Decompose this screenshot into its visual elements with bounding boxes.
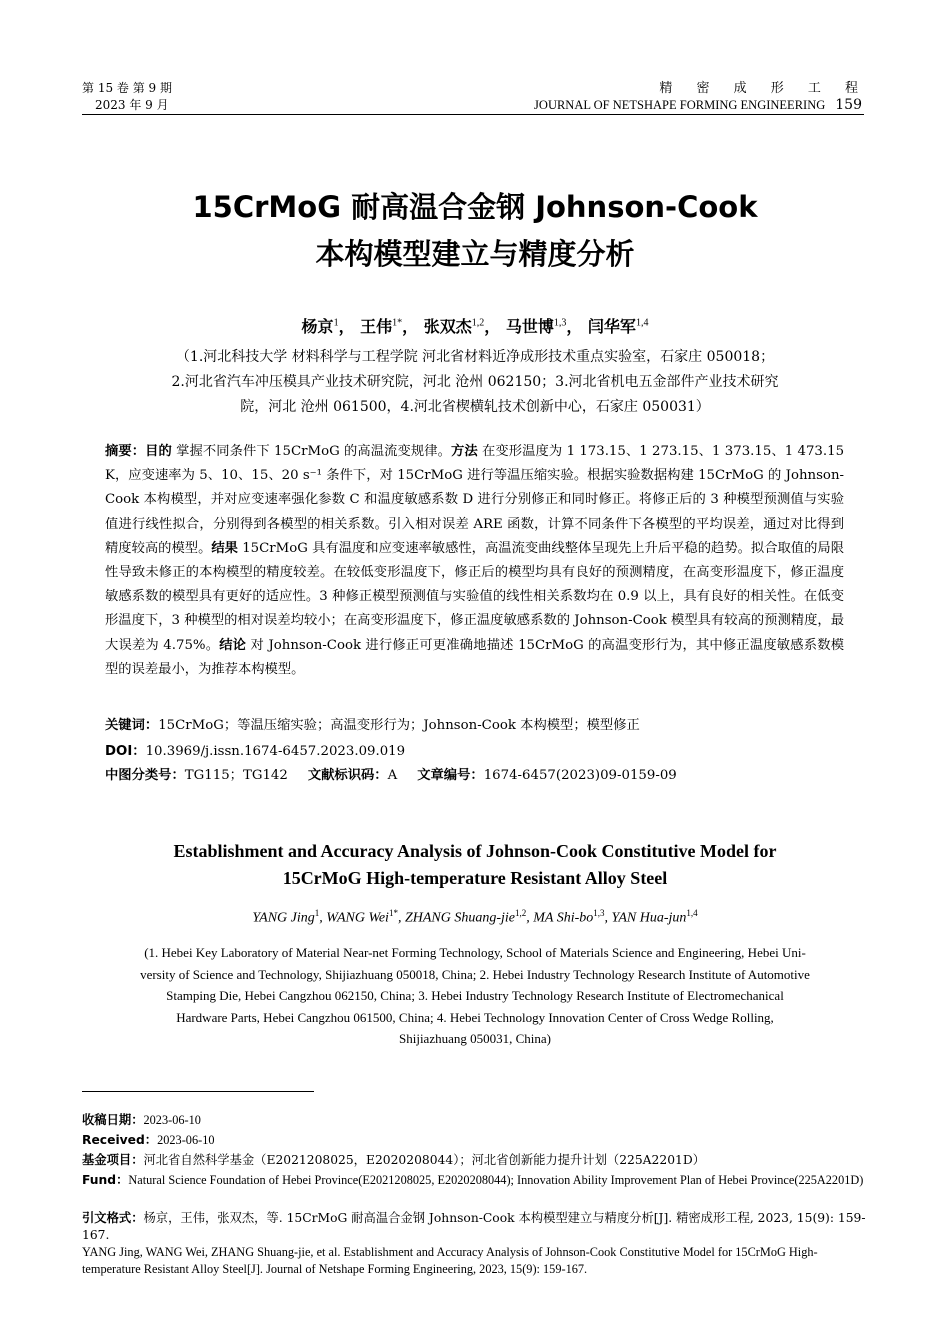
fund-cn-label: 基金项目： [82, 1153, 144, 1167]
author-affil-mark: 1* [392, 317, 403, 329]
clc-value: TG115；TG142 [184, 768, 288, 783]
footnote-citation-cn [82, 1210, 868, 1244]
doi-label: DOI： [105, 744, 146, 759]
running-header-right [534, 80, 868, 114]
author-affil-mark: 1* [388, 908, 398, 918]
cite-cn-value: 杨京，王伟，张双杰，等. 15CrMoG 耐高温合金钢 Johnson-Cook 本构模型建立与精度分析[J]. 精密成形工程, 2023, 15(9): 159-167. [82, 1211, 866, 1242]
received-en-label: Received： [82, 1133, 158, 1147]
affiliation-en-line: Hardware Parts, Hebei Cangzhou 061500, China; 4. Hebei Technology Innovation Center of Cross Wedge Rolling, [176, 1009, 774, 1025]
fund-cn-value: 河北省自然科学基金（E2021208025，E2020208044）；河北省创新能力提升计划（225A2201D） [143, 1153, 706, 1167]
author-affil-mark: 1 [333, 317, 339, 329]
author-name-en: MA Shi-bo [533, 910, 594, 926]
author-list-en: YANG Jing$^1$, WANG Wei$^{1*}$, ZHANG Shuang-jie$^{1,2}$, MA Shi-bo$^{1,3}$, YAN Hua-jun$^{1,4}$ [252, 908, 698, 926]
page-number: 159 [835, 97, 862, 113]
author-list-cn: 杨京$^1$， 王伟$^{1*}$， 张双杰$^{1,2}$， 马世博$^{1,3}$， 闫华军$^{1,4}$ [301, 317, 649, 336]
journal-name-en: JOURNAL OF NETSHAPE FORMING ENGINEERING [534, 98, 826, 112]
author-affil-mark: 1,3 [593, 908, 605, 918]
fund-en-value: Natural Science Foundation of Hebei Province(E2021208025, E2020208044); Innovation Ability Improvement Plan of Hebei Province(225A2201D) [128, 1173, 864, 1187]
cite-cn-label: 引文格式： [82, 1211, 144, 1225]
doc-code-value: A [387, 768, 398, 783]
title-line-2: 本构模型建立与精度分析 [315, 237, 635, 271]
objective-text: 掌握不同条件下 15CrMoG 的高温流变规律。 [171, 444, 451, 459]
title-en-line-2: 15CrMoG High-temperature Resistant Alloy Steel [282, 868, 668, 888]
conclusion-label: 结论 [219, 637, 247, 653]
fund-en-label: Fund： [82, 1173, 129, 1187]
affiliation-en-line: (1. Hebei Key Laboratory of Material Near-net Forming Technology, School of Materials Science and Engineering, Hebei Uni- [144, 945, 806, 960]
doi [105, 742, 844, 762]
author-affil-mark: 1 [314, 908, 320, 918]
volume-issue: 第 15 卷 第 9 期 [82, 81, 172, 95]
affiliation-line: 院，河北 沧州 061500，4.河北省楔横轧技术创新中心，石家庄 050031） [240, 399, 710, 415]
objective-label: 目的 [145, 444, 172, 459]
author-name-en: WANG Wei [326, 910, 389, 926]
conclusion-text: 对 Johnson-Cook 进行修正可更准确地描述 15CrMoG 的高温变形行为，其中修正温度敏感系数模型的误差最小，为推荐本构模型。 [105, 637, 845, 677]
author-affil-mark: 1,2 [515, 908, 527, 918]
title-en-line-1: Establishment and Accuracy Analysis of Johnson-Cook Constitutive Model for [173, 841, 777, 861]
doi-value: 10.3969/j.issn.1674-6457.2023.09.019 [145, 744, 406, 759]
keywords-value: 15CrMoG；等温压缩实验；高温变形行为；Johnson-Cook 本构模型；模型修正 [158, 718, 640, 733]
cite-en-value: YANG Jing, WANG Wei, ZHANG Shuang-jie, et al. Establishment and Accuracy Analysis of Johnson-Cook Constitutive Model for 15CrMoG High-temperature Resistant Alloy Steel[J]. Journal of Netshape Forming Engineering, 2023, 15(9): 159-167. [82, 1245, 818, 1276]
author-name-en: YANG Jing [252, 910, 315, 926]
received-cn-value: 2023-06-10 [143, 1113, 201, 1127]
author-name: 张双杰 [423, 317, 472, 336]
classification-line [105, 766, 844, 786]
affiliations-en [104, 942, 846, 1050]
footnote-fund-cn [82, 1152, 868, 1169]
article-no-value: 1674-6457(2023)09-0159-09 [483, 768, 677, 783]
affiliation-line: 2.河北省汽车冲压模具产业技术研究院，河北 沧州 062150；3.河北省机电五金部件产业技术研究 [171, 374, 779, 390]
received-cn-label: 收稿日期： [82, 1113, 144, 1127]
footnote-fund-en [82, 1172, 868, 1189]
author-name: 马世博 [505, 317, 554, 336]
affiliations-cn [100, 345, 850, 420]
clc-label: 中图分类号： [105, 768, 185, 783]
doc-code-label: 文献标识码： [307, 768, 388, 783]
footnote-received-cn [82, 1112, 868, 1129]
affiliation-line: （1.河北科技大学 材料科学与工程学院 河北省材料近净成形技术重点实验室，石家庄 050018； [175, 349, 775, 365]
author-affil-mark: 1,3 [553, 317, 567, 329]
affiliation-en-line: Shijiazhuang 050031, China) [398, 1031, 551, 1046]
abstract-label: 摘要： [105, 444, 146, 459]
paper-title-en [80, 838, 870, 892]
author-name: 杨京 [301, 317, 334, 336]
footnote-received-en [82, 1132, 868, 1149]
footnote-citation-en [82, 1244, 868, 1278]
author-name: 闫华军 [587, 317, 636, 336]
header-rule [82, 114, 864, 115]
methods-text: 在变形温度为 1 173.15、1 273.15、1 373.15、1 473.15 K，应变速率为 5、10、15、20 s⁻¹ 条件下，对 15CrMoG 进行等温压缩实验。根据实验数据构建 15CrMoG 的 Johnson-Cook 本构模型，并对应变速率强化参数 C 和温度敏感系数 D 进行分别修正和同时修正。将修正后的 3 种模型预测值与实验值进行线性拟合，分别得到各模型的相关系数。引入相对误差 ARE 函数，计算不同条件下各模型的平均误差，通过对比得到精度较高的模型。 [105, 444, 845, 556]
affiliation-en-line: Stamping Die, Hebei Cangzhou 062150, China; 3. Hebei Industry Technology Research Institute of Electromechanical [166, 988, 784, 1003]
paper-title-cn [60, 184, 890, 278]
footnote-rule [82, 1091, 314, 1092]
journal-name-cn: 精 密 成 形 工 程 [659, 81, 868, 96]
results-label: 结果 [211, 540, 238, 556]
author-affil-mark: 1,4 [686, 908, 698, 918]
author-name: 王伟 [360, 317, 393, 336]
results-text: 15CrMoG 具有温度和应变速率敏感性，高温流变曲线整体呈现先上升后平稳的趋势。拟合取值的局限性导致未修正的本构模型的精度较差。在较低变形温度下，修正后的模型均具有良好的预测精度，在高变形温度下，修正温度敏感系数的模型具有更好的适应性。3 种修正模型预测值与实验值的线性相关系数均在 0.9 以上，具有良好的相关性。在低变形温度下，3 种模型的相对误差均较小；在高变形温度下，修正温度敏感系数的 Johnson-Cook 模型具有较高的预测精度，最大误差为 4.75%。 [105, 540, 844, 653]
title-line-1: 15CrMoG 耐高温合金钢 Johnson-Cook [192, 190, 758, 224]
author-affil-mark: 1,2 [471, 317, 485, 329]
article-no-label: 文章编号： [417, 768, 484, 783]
author-name-en: YAN Hua-jun [611, 910, 687, 926]
author-name-en: ZHANG Shuang-jie [404, 910, 515, 926]
abstract-cn [105, 440, 844, 682]
keywords [105, 716, 844, 736]
methods-label: 方法 [451, 444, 478, 459]
issue-date: 2023 年 9 月 [95, 98, 169, 112]
keywords-label: 关键词： [105, 718, 159, 733]
received-en-value: 2023-06-10 [157, 1133, 215, 1147]
running-header-left [82, 80, 172, 114]
author-affil-mark: 1,4 [635, 317, 649, 329]
affiliation-en-line: versity of Science and Technology, Shijiazhuang 050018, China; 2. Hebei Industry Technology Research Institute of Automotive [140, 966, 810, 982]
